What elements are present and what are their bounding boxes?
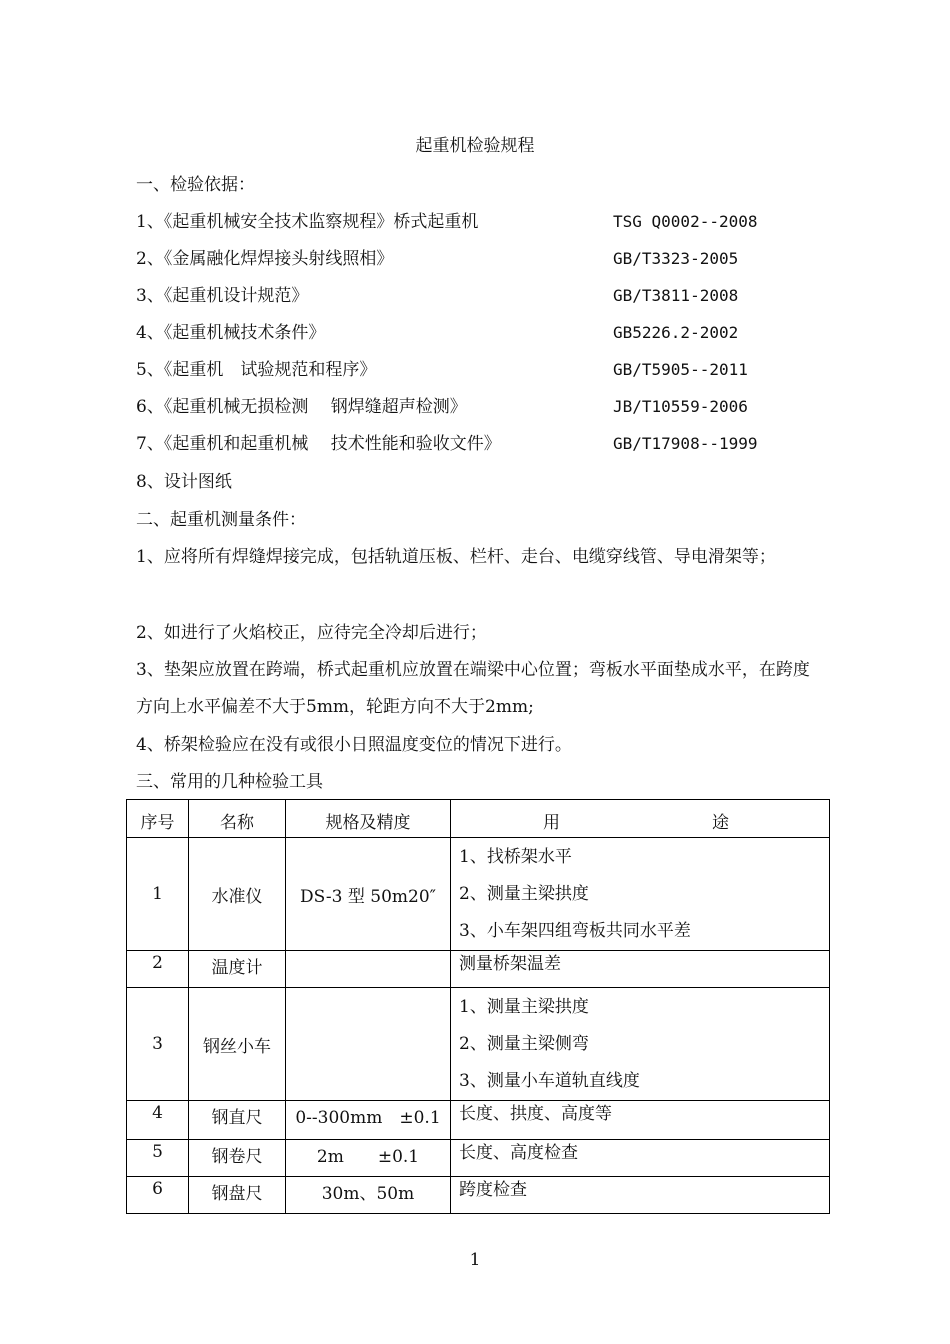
reference-item-3: 3、《起重机设计规范》 (136, 286, 309, 306)
cell-use (451, 1101, 830, 1140)
header-name: 名称 (189, 800, 286, 838)
cell-no: 3 (127, 988, 189, 1101)
reference-code-1: TSG Q0002--2008 (613, 212, 758, 231)
reference-code-2: GB/T3323-2005 (613, 249, 739, 268)
table-row (127, 838, 830, 951)
reference-code-5: GB/T5905--2011 (613, 360, 748, 379)
cell-no: 1 (127, 838, 189, 951)
use-line: 1、测量主梁拱度 (459, 996, 589, 1017)
cell-no: 2 (127, 951, 189, 988)
reference-code-4: GB5226.2-2002 (613, 323, 739, 342)
condition-item-4: 4、桥架检验应在没有或很小日照温度变位的情况下进行。 (136, 735, 572, 755)
cell-name: 水准仪 (189, 838, 286, 951)
header-no: 序号 (127, 800, 189, 838)
cell-use (451, 1140, 830, 1177)
reference-item-8: 8、设计图纸 (136, 472, 232, 492)
cell-use (451, 951, 830, 988)
reference-item-6: 6、《起重机械无损检测 钢焊缝超声检测》 (136, 397, 467, 417)
use-line: 测量桥架温差 (459, 954, 561, 974)
reference-item-4: 4、《起重机械技术条件》 (136, 323, 326, 343)
reference-item-7: 7、《起重机和起重机械 技术性能和验收文件》 (136, 434, 501, 454)
use-line: 1、找桥架水平 (459, 846, 572, 867)
section-heading-tools: 三、常用的几种检验工具 (136, 772, 323, 792)
condition-item-1: 1、应将所有焊缝焊接完成，包括轨道压板、栏杆、走台、电缆穿线管、导电滑架等； (136, 547, 776, 567)
use-line: 3、测量小车道轨直线度 (459, 1070, 640, 1091)
cell-name: 钢直尺 (189, 1101, 286, 1140)
cell-spec: 0--300mm ±0.1 (286, 1101, 451, 1140)
document-title: 起重机检验规程 (415, 136, 535, 156)
cell-name: 钢盘尺 (189, 1177, 286, 1214)
cell-spec (286, 951, 451, 988)
table-header-row (127, 800, 830, 838)
cell-no: 4 (127, 1101, 189, 1140)
tools-table (126, 799, 830, 1214)
reference-item-2: 2、《金属融化焊焊接头射线照相》 (136, 249, 394, 269)
reference-item-5: 5、《起重机 试验规范和程序》 (136, 360, 377, 380)
condition-item-2: 2、如进行了火焰校正，应待完全冷却后进行； (136, 623, 487, 643)
cell-name: 钢丝小车 (189, 988, 286, 1101)
header-spec: 规格及精度 (286, 800, 451, 838)
table-row (127, 1140, 830, 1177)
cell-spec: 30m、50m (286, 1177, 451, 1214)
header-use (451, 800, 830, 838)
cell-spec: DS-3 型 50m20″ (286, 838, 451, 951)
table-row (127, 1101, 830, 1140)
use-line: 2、测量主梁拱度 (459, 883, 589, 904)
use-line: 长度、高度检查 (459, 1143, 578, 1163)
cell-no: 6 (127, 1177, 189, 1214)
reference-code-6: JB/T10559-2006 (613, 397, 748, 416)
section-heading-conditions: 二、起重机测量条件： (136, 510, 306, 530)
section-heading-basis: 一、检验依据： (136, 175, 255, 195)
cell-name: 钢卷尺 (189, 1140, 286, 1177)
use-line: 长度、拱度、高度等 (459, 1104, 612, 1124)
table-row (127, 988, 830, 1101)
cell-no: 5 (127, 1140, 189, 1177)
cell-use (451, 1177, 830, 1214)
cell-spec: 2m ±0.1 (286, 1140, 451, 1177)
reference-item-1: 1、《起重机械安全技术监察规程》桥式起重机 (136, 212, 479, 232)
header-use-part-1: 用 (543, 813, 560, 833)
table-row (127, 1177, 830, 1214)
use-line: 3、小车架四组弯板共同水平差 (459, 920, 691, 941)
reference-code-7: GB/T17908--1999 (613, 434, 758, 453)
use-line: 2、测量主梁侧弯 (459, 1033, 589, 1054)
condition-item-3: 3、垫架应放置在跨端，桥式起重机应放置在端梁中心位置；弯板水平面垫成水平，在跨度方向上水平偏差不大于5mm，轮距方向不大于2mm; (136, 660, 810, 717)
use-line: 跨度检查 (459, 1180, 527, 1200)
cell-name: 温度计 (189, 951, 286, 988)
table-row (127, 951, 830, 988)
cell-spec (286, 988, 451, 1101)
reference-code-3: GB/T3811-2008 (613, 286, 739, 305)
cell-use (451, 838, 830, 951)
header-use-part-2: 途 (712, 813, 729, 833)
page-number: 1 (469, 1250, 481, 1270)
cell-use (451, 988, 830, 1101)
